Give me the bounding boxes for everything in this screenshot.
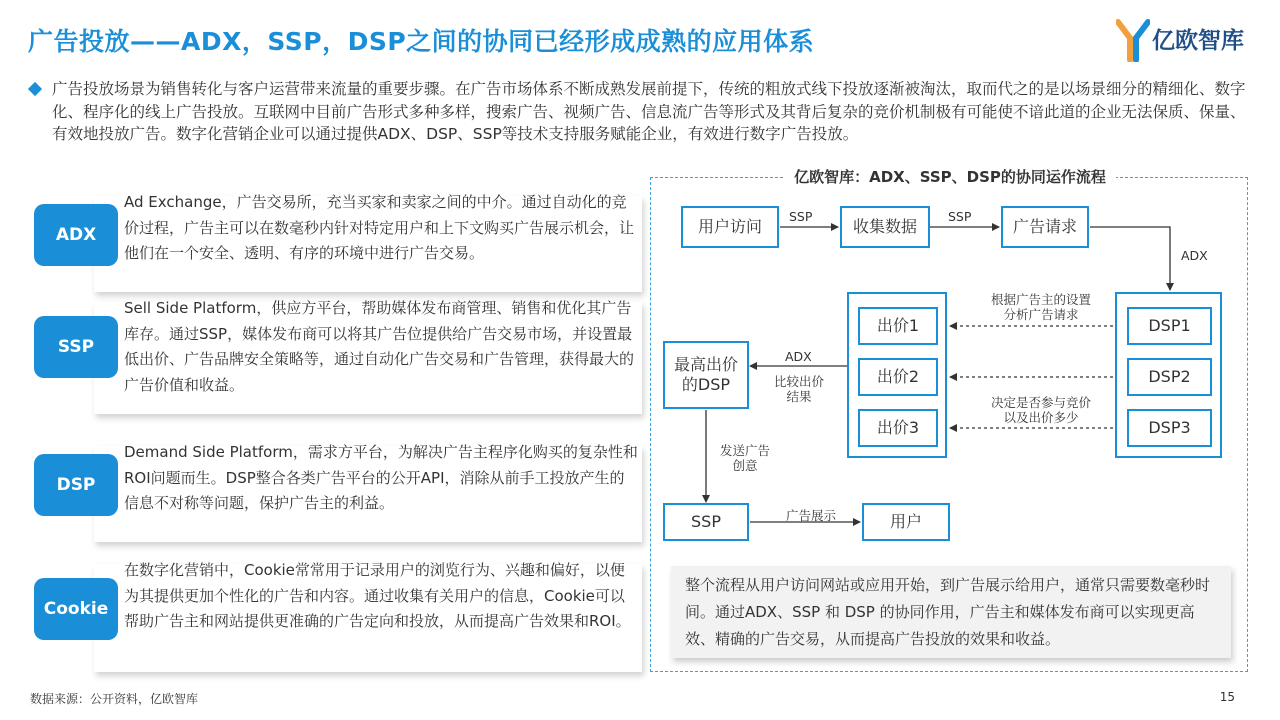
term-card-dsp bbox=[30, 440, 642, 544]
label-decide: 决定是否参与竞价以及出价多少 bbox=[990, 395, 1091, 425]
term-card-cookie bbox=[30, 558, 642, 674]
label-adx-down: ADX bbox=[1181, 248, 1208, 263]
node-collect-data: 收集数据 bbox=[840, 206, 930, 248]
term-description: Demand Side Platform，需求方平台，为解决广告主程序化购买的复杂性和ROI问题而生。DSP整合各类广告平台的公开API，消除从前手工投放产生的信息不对称等问题，保护广告主的利益。 bbox=[124, 443, 638, 512]
term-description: Sell Side Platform，供应方平台，帮助媒体发布商管理、销售和优化其广告库存。通过SSP，媒体发布商可以将其广告位提供给广告交易市场，并设置最低出价、广告品牌安全策略等，通过自动化广告交易和广告管理，获得最大的广告价值和收益。 bbox=[124, 299, 635, 394]
intro-text: 广告投放场景为销售转化与客户运营带来流量的重要步骤。在广告市场体系不断成熟发展前提下，传统的粗放式线下投放逐渐被淘汰，取而代之的是以场景细分的精细化、数字化、程序化的线上广告投放。互联网中目前广告形式多种多样，搜索广告、视频广告、信息流广告等形式及其背后复杂的竞价机制极有可能使不谙此道的企业无法保质、保量、有效地投放广告。数字化营销企业可以通过提供ADX、DSP、SSP等技术支持服务赋能企业，有效进行数字广告投放。 bbox=[52, 80, 1246, 143]
term-badge: ADX bbox=[34, 204, 118, 266]
term-badge: SSP bbox=[34, 316, 118, 378]
intro-paragraph bbox=[30, 78, 1255, 146]
node-ad-request: 广告请求 bbox=[1001, 206, 1089, 248]
label-analyze: 根据广告主的设置分析广告请求 bbox=[990, 292, 1091, 322]
node-dsp3: DSP3 bbox=[1127, 409, 1212, 447]
data-source: 数据来源：公开资料，亿欧智库 bbox=[30, 692, 199, 706]
node-dsp1: DSP1 bbox=[1127, 307, 1212, 345]
node-top-bid-dsp: 最高出价的DSP bbox=[663, 341, 749, 409]
label-ssp-2: SSP bbox=[948, 209, 972, 224]
logo bbox=[1116, 16, 1266, 62]
term-card-ssp bbox=[30, 296, 642, 414]
term-card-adx bbox=[30, 190, 642, 294]
page-title: 广告投放——ADX，SSP，DSP之间的协同已经形成成熟的应用体系 bbox=[28, 27, 815, 56]
term-badge: Cookie bbox=[34, 578, 118, 640]
logo-mark-icon bbox=[1116, 16, 1150, 62]
label-adx-left: ADX bbox=[785, 349, 812, 364]
node-user: 用户 bbox=[862, 503, 950, 541]
term-description: Ad Exchange，广告交易所，充当买家和卖家之间的中介。通过自动化的竞价过程，广告主可以在数毫秒内针对特定用户和上下文购买广告展示机会，让他们在一个安全、透明、有序的环境中进行广告交易。 bbox=[124, 193, 635, 262]
node-ssp: SSP bbox=[663, 503, 749, 541]
flow-summary: 整个流程从用户访问网站或应用开始，到广告展示给用户，通常只需要数毫秒时间。通过ADX、SSP 和 DSP 的协同作用，广告主和媒体发布商可以实现更高效、精确的广告交易，从而提高广告投放的效果和收益。 bbox=[671, 566, 1231, 658]
label-compare: 比较出价结果 bbox=[773, 374, 824, 404]
diamond-bullet-icon bbox=[28, 82, 42, 96]
logo-text: 亿欧智库 bbox=[1152, 28, 1244, 54]
node-user-visit: 用户访问 bbox=[681, 206, 779, 248]
term-description: 在数字化营销中，Cookie常常用于记录用户的浏览行为、兴趣和偏好，以便为其提供更加个性化的广告和内容。通过收集有关用户的信息，Cookie可以帮助广告主和网站提供更准确的广告定向和投放，从而提高广告效果和ROI。 bbox=[124, 561, 631, 630]
label-ssp-1: SSP bbox=[789, 209, 813, 224]
node-bid1: 出价1 bbox=[858, 307, 938, 345]
node-dsp2: DSP2 bbox=[1127, 358, 1212, 396]
node-bid3: 出价3 bbox=[858, 409, 938, 447]
page-number: 15 bbox=[1219, 690, 1235, 704]
label-send: 发送广告创意 bbox=[719, 443, 770, 473]
flow-title: 亿欧智库：ADX、SSP、DSP的协同运作流程 bbox=[651, 166, 1249, 187]
label-display: 广告展示 bbox=[786, 508, 837, 523]
node-bid2: 出价2 bbox=[858, 358, 938, 396]
term-badge: DSP bbox=[34, 454, 118, 516]
